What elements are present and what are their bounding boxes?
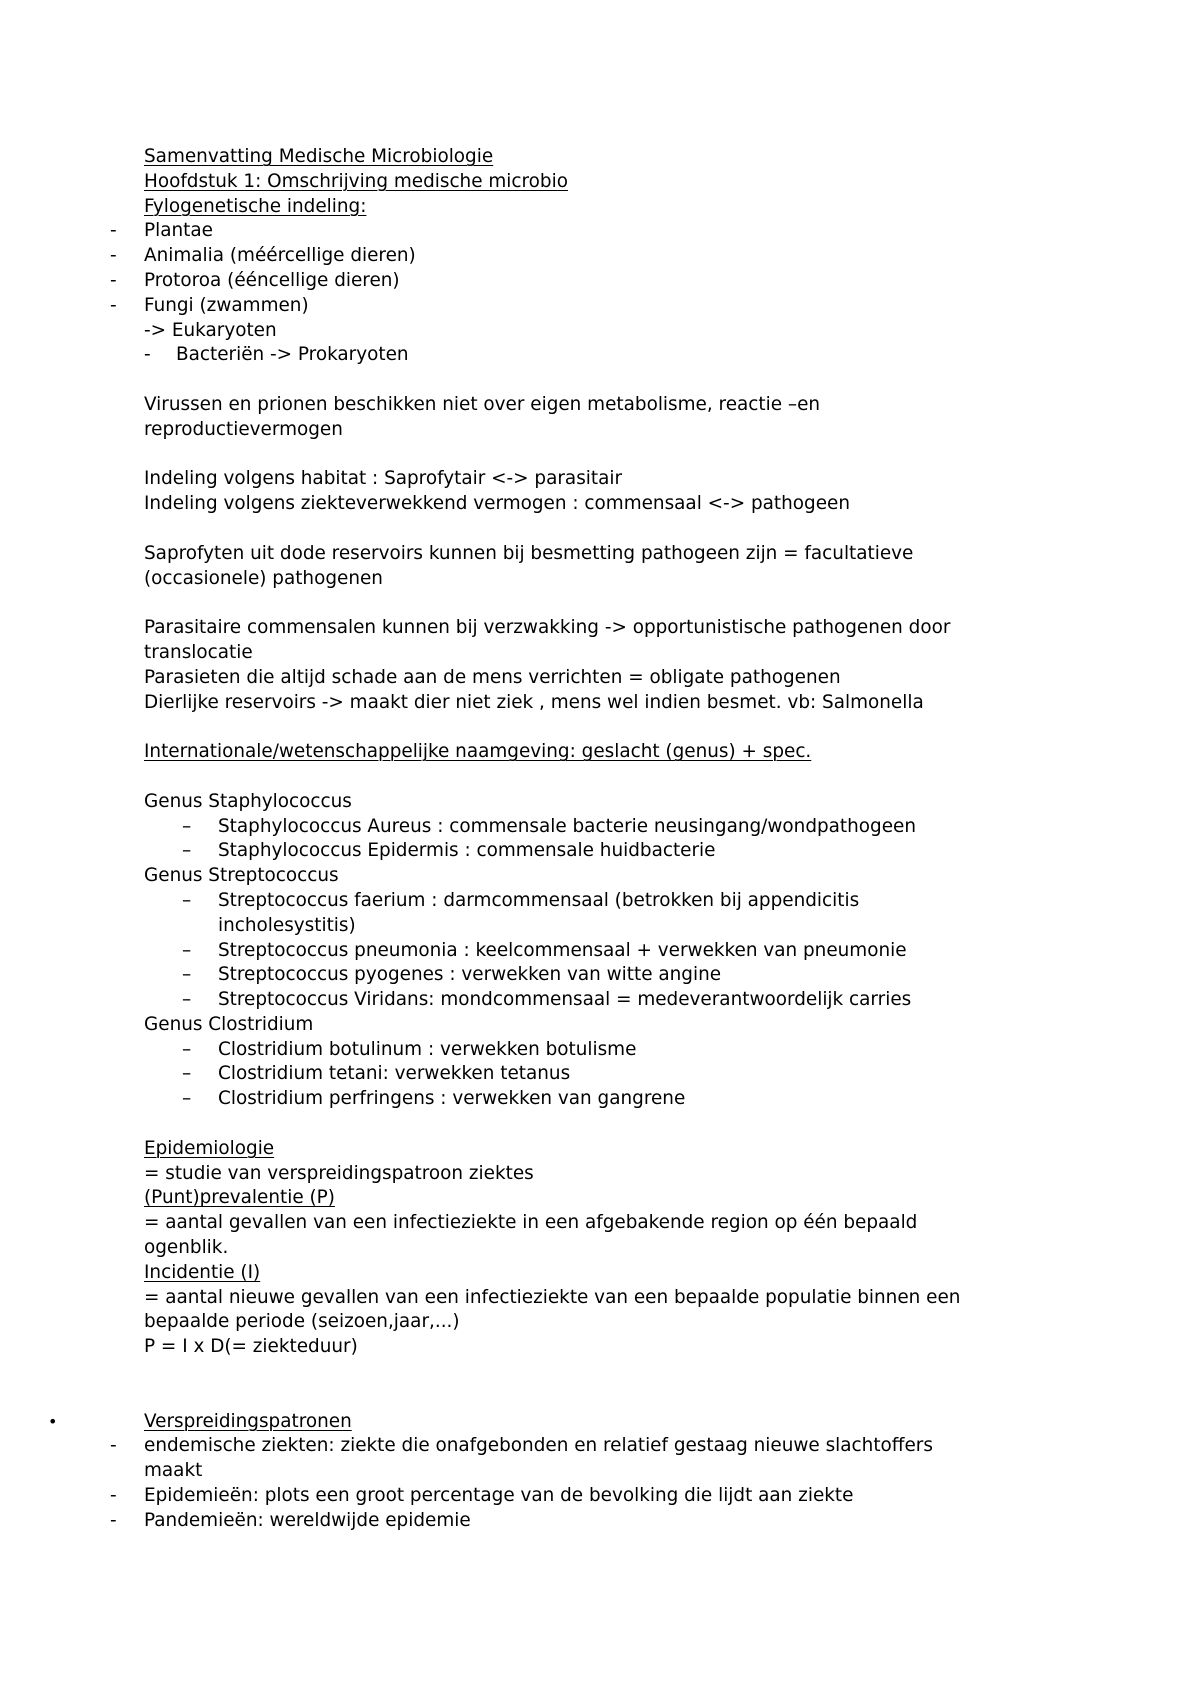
- paragraph-text: reproductievermogen: [144, 418, 343, 440]
- bacteria-item: [144, 343, 409, 368]
- dash-marker: –: [182, 889, 192, 911]
- species-text: Staphylococcus Aureus : commensale bacterie neusingang/wondpathogeen: [218, 815, 917, 837]
- spread-heading: Verspreidingspatronen: [144, 1410, 352, 1432]
- list-item: [0, 244, 1200, 269]
- blank-line: [0, 1385, 1200, 1410]
- document-body: [0, 145, 1200, 1534]
- naming-heading-line: [0, 740, 1200, 765]
- dash-marker: -: [110, 245, 117, 267]
- species-item: [0, 939, 1200, 964]
- blank-line: [0, 517, 1200, 542]
- epidemiology-heading-line: [0, 1137, 1200, 1162]
- dash-marker: –: [182, 840, 192, 862]
- dash-marker: -: [144, 344, 151, 366]
- blank-line: [0, 368, 1200, 393]
- paragraph-text: Indeling volgens ziekteverwekkend vermogen : commensaal <-> pathogeen: [144, 493, 850, 515]
- list-item-text: Epidemieën: plots een groot percentage van de bevolking die lijdt aan ziekte: [144, 1485, 854, 1507]
- species-item: [0, 839, 1200, 864]
- chapter-line: [0, 170, 1200, 195]
- paragraph-line: [0, 467, 1200, 492]
- paragraph-line: [0, 542, 1200, 567]
- dash-marker: –: [182, 1038, 192, 1060]
- list-item-text: Animalia (méércellige dieren): [144, 245, 416, 267]
- formula-line: [0, 1335, 1200, 1360]
- species-text: Staphylococcus Epidermis : commensale huidbacterie: [218, 840, 716, 862]
- epidemiology-heading: Epidemiologie: [144, 1137, 275, 1159]
- prevalence-text: ogenblik.: [144, 1237, 229, 1259]
- classification-heading: Fylogenetische indeling:: [144, 195, 367, 217]
- paragraph-text: Virussen en prionen beschikken niet over eigen metabolisme, reactie –en: [144, 393, 821, 415]
- genus-heading-line: [0, 790, 1200, 815]
- genus-name: Genus Clostridium: [144, 1013, 314, 1035]
- genus-name: Genus Staphylococcus: [144, 790, 352, 812]
- prevalence-text: = aantal gevallen van een infectieziekte in een afgebakende region op één bepaald: [144, 1212, 918, 1234]
- bullet-marker: •: [48, 1411, 58, 1431]
- list-item-text: Fungi (zwammen): [144, 294, 309, 316]
- blank-line: [0, 1360, 1200, 1385]
- species-text: Streptococcus faerium : darmcommensaal (betrokken bij appendicitis: [218, 889, 860, 911]
- paragraph-line: [0, 1162, 1200, 1187]
- paragraph-line: [0, 492, 1200, 517]
- paragraph-line: [0, 1310, 1200, 1335]
- eukaryotes-line: [0, 319, 1200, 344]
- genus-name: Genus Streptococcus: [144, 865, 339, 887]
- dash-marker: -: [110, 294, 117, 316]
- paragraph-text: Parasieten die altijd schade aan de mens verrichten = obligate pathogenen: [144, 666, 841, 688]
- list-item-text: Pandemieën: wereldwijde epidemie: [144, 1509, 471, 1531]
- paragraph-line: [0, 1211, 1200, 1236]
- list-item: [0, 269, 1200, 294]
- list-item-text: endemische ziekten: ziekte die onafgebonden en relatief gestaag nieuwe slachtoffers: [144, 1435, 933, 1457]
- dash-marker: -: [110, 1509, 117, 1531]
- species-item: [0, 1062, 1200, 1087]
- naming-heading: Internationale/wetenschappelijke naamgeving: geslacht (genus) + spec.: [144, 741, 812, 763]
- blank-line: [0, 715, 1200, 740]
- dash-marker: –: [182, 939, 192, 961]
- paragraph-text: translocatie: [144, 641, 253, 663]
- blank-line: [0, 591, 1200, 616]
- blank-line: [0, 1112, 1200, 1137]
- paragraph-line: [0, 1236, 1200, 1261]
- paragraph-line: [0, 641, 1200, 666]
- species-item: [0, 963, 1200, 988]
- paragraph-text: Dierlijke reservoirs -> maakt dier niet ziek , mens wel indien besmet. vb: Salmonella: [144, 691, 924, 713]
- genus-heading-line: [0, 864, 1200, 889]
- species-text: incholesystitis): [218, 914, 356, 936]
- list-item: [0, 219, 1200, 244]
- paragraph-line: [0, 1286, 1200, 1311]
- paragraph-text: (occasionele) pathogenen: [144, 567, 383, 589]
- paragraph-line: [0, 616, 1200, 641]
- paragraph-text: Saprofyten uit dode reservoirs kunnen bij besmetting pathogeen zijn = facultatieve: [144, 542, 914, 564]
- incidence-text: = aantal nieuwe gevallen van een infectieziekte van een bepaalde populatie binnen een: [144, 1286, 961, 1308]
- genus-heading-line: [0, 1013, 1200, 1038]
- paragraph-line: [0, 666, 1200, 691]
- species-item: [0, 889, 1200, 914]
- document-title: Samenvatting Medische Microbiologie: [144, 146, 494, 167]
- chapter-heading: Hoofdstuk 1: Omschrijving medische microbio: [144, 170, 568, 192]
- prevalence-heading: (Punt)prevalentie (P): [144, 1187, 335, 1209]
- dash-marker: -: [110, 220, 117, 242]
- dash-marker: –: [182, 1063, 192, 1085]
- species-item: [0, 815, 1200, 840]
- bacteria-line: [0, 343, 1200, 368]
- paragraph-line: [0, 567, 1200, 592]
- list-item-text: maakt: [144, 1460, 203, 1482]
- paragraph-line: [0, 418, 1200, 443]
- dash-marker: –: [182, 964, 192, 986]
- species-text: Clostridium tetani: verwekken tetanus: [218, 1063, 571, 1085]
- dash-marker: -: [110, 269, 117, 291]
- species-text: Clostridium perfringens : verwekken van gangrene: [218, 1088, 686, 1110]
- prevalence-formula: P = I x D(= ziekteduur): [144, 1336, 358, 1358]
- species-item: [0, 988, 1200, 1013]
- dash-marker: -: [110, 1485, 117, 1507]
- species-text: Clostridium botulinum : verwekken botulisme: [218, 1038, 637, 1060]
- bacteria-text: Bacteriën -> Prokaryoten: [176, 344, 409, 366]
- species-continuation: [0, 914, 1200, 939]
- list-item-text: Protoroa (ééncellige dieren): [144, 269, 400, 291]
- eukaryotes-text: -> Eukaryoten: [144, 319, 277, 341]
- list-item-text: Plantae: [144, 220, 213, 242]
- blank-line: [0, 765, 1200, 790]
- prevalence-heading-line: [0, 1186, 1200, 1211]
- incidence-text: bepaalde periode (seizoen,jaar,...): [144, 1311, 460, 1333]
- dash-marker: –: [182, 1088, 192, 1110]
- list-item: [0, 1484, 1200, 1509]
- title-line: [0, 145, 1200, 170]
- dash-marker: -: [110, 1435, 117, 1457]
- list-item-continuation: [0, 1459, 1200, 1484]
- list-item: [0, 1509, 1200, 1534]
- spread-heading-line: [0, 1410, 1200, 1435]
- incidence-heading-line: [0, 1261, 1200, 1286]
- paragraph-line: [0, 691, 1200, 716]
- blank-line: [0, 443, 1200, 468]
- species-item: [0, 1038, 1200, 1063]
- classification-heading-line: [0, 195, 1200, 220]
- species-text: Streptococcus Viridans: mondcommensaal = medeverantwoordelijk carries: [218, 989, 912, 1011]
- species-text: Streptococcus pneumonia : keelcommensaal + verwekken van pneumonie: [218, 939, 907, 961]
- dash-marker: –: [182, 989, 192, 1011]
- paragraph-text: Indeling volgens habitat : Saprofytair <-> parasitair: [144, 468, 623, 490]
- incidence-heading: Incidentie (I): [144, 1261, 261, 1283]
- species-item: [0, 1087, 1200, 1112]
- paragraph-text: Parasitaire commensalen kunnen bij verzwakking -> opportunistische pathogenen door: [144, 617, 951, 639]
- epidemiology-definition: = studie van verspreidingspatroon ziektes: [144, 1162, 534, 1184]
- list-item: [0, 294, 1200, 319]
- paragraph-line: [0, 393, 1200, 418]
- list-item: [0, 1434, 1200, 1459]
- dash-marker: –: [182, 815, 192, 837]
- species-text: Streptococcus pyogenes : verwekken van witte angine: [218, 964, 722, 986]
